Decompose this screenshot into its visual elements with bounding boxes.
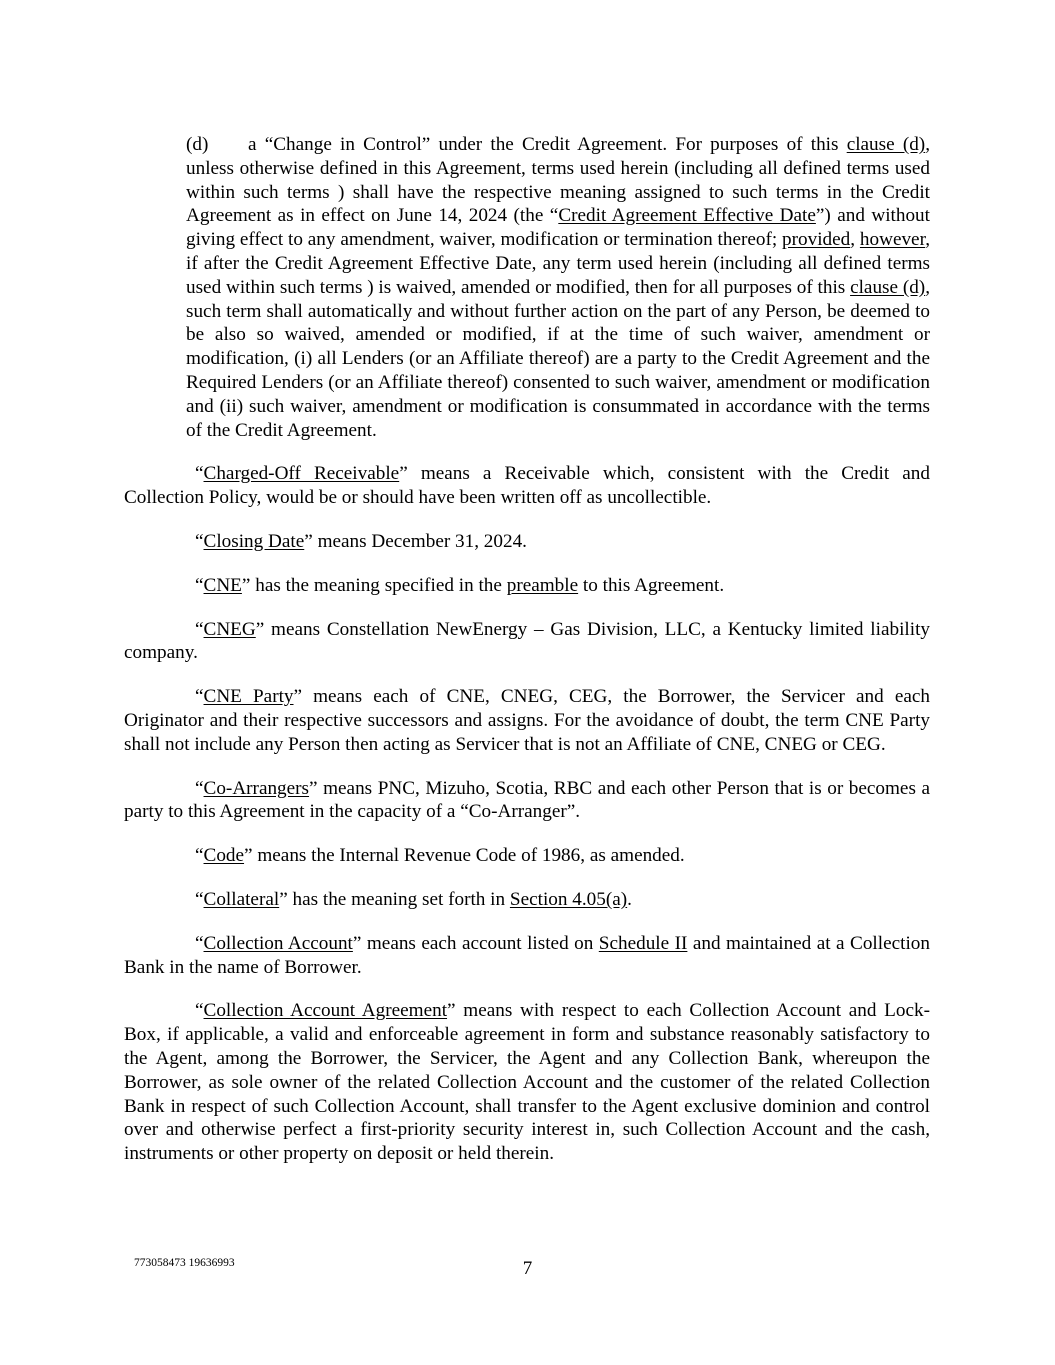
clause-d-paragraph: (d) a “Change in Control” under the Credit Agreement. For purposes of this clause (d), unless otherwise defined in this Agreement, terms used herein (including all defined terms used within such terms ) shall have the respective meaning assigned to such terms in the Credit Agreement as in effect on June 14, 2024 (the “Credit Agreement Effective Date”) and without giving effect to any amendment, waiver, modification or termination thereof; provided, however, if after the Credit Agreement Effective Date, any term used herein (including all defined terms used within such terms ) is waived, amended or modified, then for all purposes of this clause (d), such term shall automatically and without further action on the part of any Person, be deemed to be also so waived, amended or modified, if at the time of such waiver, amendment or modification, (i) all Lenders (or an Affiliate thereof) are a party to the Credit Agreement and the Required Lenders (or an Affiliate thereof) consented to such waiver, amendment or modification and (ii) such waiver, amendment or modification is consummated in accordance with the terms of the Credit Agreement. xyxy=(186,134,930,441)
defined-term: Closing Date xyxy=(203,530,305,552)
cross-reference: preamble xyxy=(506,574,579,596)
defined-term: CNE xyxy=(203,574,242,596)
defined-term-credit-agreement-effective-date: Credit Agreement Effective Date xyxy=(558,205,816,227)
defined-term: Charged-Off Receivable xyxy=(203,463,400,485)
defined-term: CNEG xyxy=(203,618,256,640)
defined-term: Code xyxy=(203,845,245,867)
defined-term: CNE Party xyxy=(203,686,294,708)
definition-cneg: “CNEG” means Constellation NewEnergy – Gas Division, LLC, a Kentucky limited liability company. xyxy=(124,618,930,664)
however-term: however xyxy=(859,229,926,251)
defined-term: Collection Account Agreement xyxy=(203,1000,448,1022)
defined-term: Collection Account xyxy=(203,932,353,954)
definition-closing-date: “Closing Date” means December 31, 2024. xyxy=(195,530,527,552)
document-id: 773058473 19636993 xyxy=(134,1257,235,1269)
defined-term: Collateral xyxy=(203,888,280,910)
clause-d-ref: clause (d) xyxy=(850,276,926,298)
clause-d-label: (d) xyxy=(186,134,209,155)
document-page xyxy=(124,133,930,1166)
definition-collection-account: “Collection Account” means each account listed on Schedule II and maintained at a Collection Bank in the name of Borrower. xyxy=(124,932,930,978)
cross-reference: Schedule II xyxy=(598,932,688,954)
clause-d-ref: clause (d) xyxy=(846,134,926,155)
provided-term: provided xyxy=(782,229,851,251)
definition-charged-off-receivable: “Charged-Off Receivable” means a Receivable which, consistent with the Credit and Collection Policy, would be or should have been written off as uncollectible. xyxy=(124,463,930,509)
definition-code: “Code” means the Internal Revenue Code of 1986, as amended. xyxy=(195,845,685,867)
cross-reference: Section 4.05(a) xyxy=(509,888,628,910)
definition-cne-party: “CNE Party” means each of CNE, CNEG, CEG, the Borrower, the Servicer and each Originator and their respective successors and assigns. For the avoidance of doubt, the term CNE Party shall not include any Person then acting as Servicer that is not an Affiliate of CNE, CNEG or CEG. xyxy=(124,686,930,755)
page-number: 7 xyxy=(522,1258,533,1279)
definition-collection-account-agreement: “Collection Account Agreement” means with respect to each Collection Account and Lock-Box, if applicable, a valid and enforceable agreement in form and substance reasonably satisfactory to the Agent, among the Borrower, the Servicer, the Agent and any Collection Bank, whereupon the Borrower, as sole owner of the related Collection Account and the customer of the related Collection Bank in respect of such Collection Account, shall transfer to the Agent exclusive dominion and control over and otherwise perfect a first-priority security interest in, such Collection Account and the cash, instruments or other property on deposit or held therein. xyxy=(124,1000,930,1165)
definition-co-arrangers: “Co-Arrangers” means PNC, Mizuho, Scotia, RBC and each other Person that is or becomes a party to this Agreement in the capacity of a “Co-Arranger”. xyxy=(124,777,930,823)
defined-term: Co-Arrangers xyxy=(203,777,310,799)
definition-cne: “CNE” has the meaning specified in the preamble to this Agreement. xyxy=(195,574,725,596)
definition-collateral: “Collateral” has the meaning set forth in Section 4.05(a). xyxy=(195,888,632,910)
